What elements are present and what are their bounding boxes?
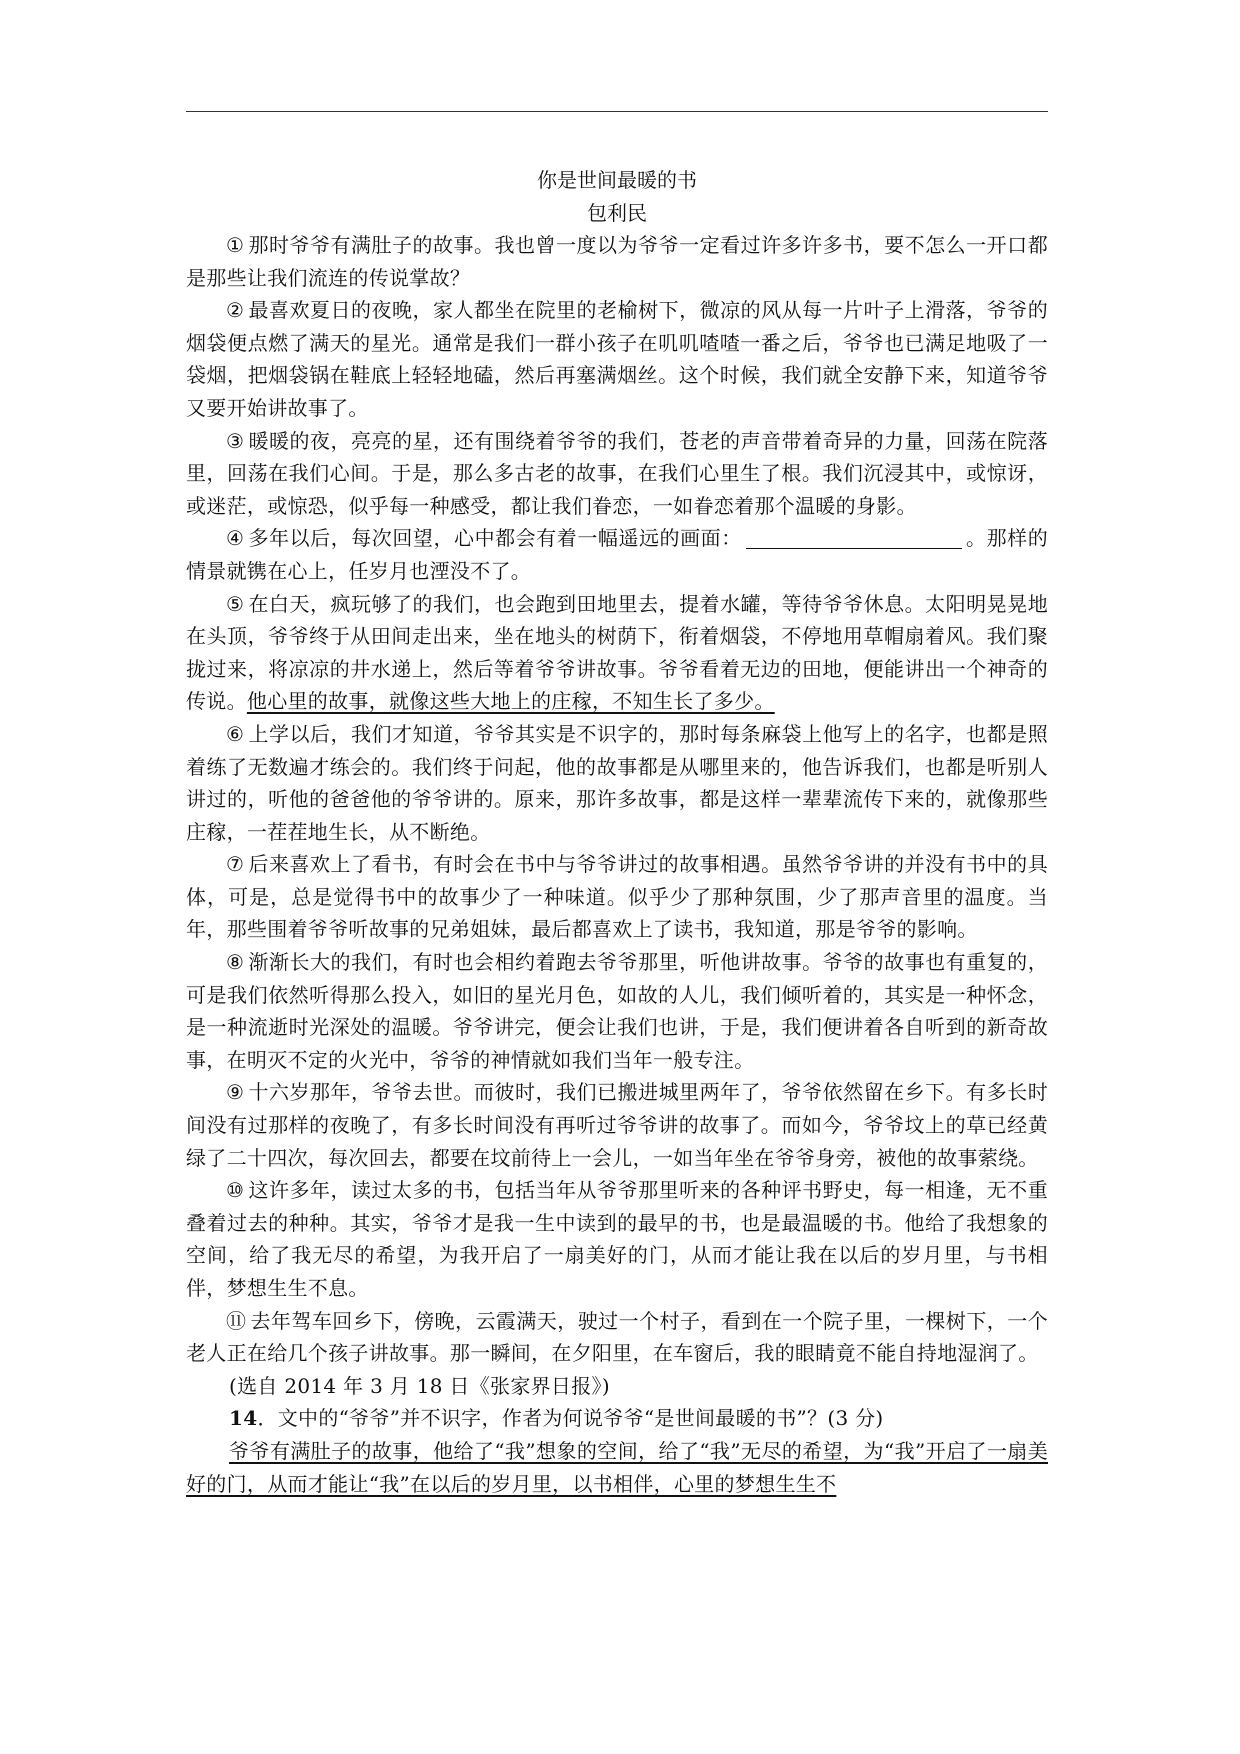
paragraph-number: ⑪: [226, 1308, 247, 1333]
paragraph-number: ②: [226, 298, 245, 323]
paragraph-text: 渐渐长大的我们，有时也会相约着跑去爷爷那里，听他讲故事。爷爷的故事也有重复的，可是我们依然听得那么投入，如旧的星光月色，如故的人儿，我们倾听着的，其实是一种怀念，是一种流逝时光深处的温暖。爷爷讲完，便会让我们也讲，于是，我们便讲着各自听到的新奇故事，在明灭不定的火光中，爷爷的神情就如我们当年一般专注。: [186, 950, 1048, 1072]
paragraph-text: 上学以后，我们才知道，爷爷其实是不识字的，那时每条麻袋上他写上的名字，也都是照着练了无数遍才练会的。我们终于问起，他的故事都是从哪里来的，他告诉我们，也都是听别人讲过的，听他的爸爸他的爷爷讲的。原来，那许多故事，都是这样一辈辈流传下来的，就像那些庄稼，一茬茬地生长，从不断绝。: [186, 721, 1048, 844]
paragraph-number: ⑨: [226, 1080, 245, 1105]
question-text: ．文中的“爷爷”并不识字，作者为何说爷爷“是世间最暖的书”？(3 分): [257, 1406, 884, 1431]
article-source: (选自 2014 年 3 月 18 日《张家界日报》): [229, 1373, 610, 1398]
paragraph-number: ⑦: [226, 852, 245, 877]
paragraph-2: [186, 294, 1048, 424]
article-body: [186, 229, 1048, 1500]
paragraph-text: 后来喜欢上了看书，有时会在书中与爷爷讲过的故事相遇。虽然爷爷讲的并没有书中的具体，可是，总是觉得书中的故事少了一种味道。似乎少了那种氛围，少了那声音里的温度。当年，那些围着爷爷听故事的兄弟姐妹，最后都喜欢上了读书，我知道，那是爷爷的影响。: [186, 852, 1048, 942]
paragraph-text: 去年驾车回乡下，傍晚，云霞满天，驶过一个村子，看到在一个院子里，一棵树下，一个老人正在给几个孩子讲故事。那一瞬间，在夕阳里，在车窗后，我的眼睛竟不能自持地湿润了。: [186, 1308, 1048, 1366]
paragraph-text: 那时爷爷有满肚子的故事。我也曾一度以为爷爷一定看过许多许多书，要不怎么一开口都是那些让我们流连的传说掌故？: [186, 233, 1048, 290]
paragraph-number: ⑧: [226, 950, 245, 975]
question-number: 14: [229, 1406, 258, 1431]
paragraph-10: [186, 1174, 1048, 1304]
article-title: 你是世间最暖的书: [537, 168, 697, 192]
paragraph-number: ①: [226, 233, 245, 257]
paragraph-11: [186, 1305, 1048, 1370]
question-answer: 爷爷有满肚子的故事，他给了“我”想象的空间，给了“我”无尽的希望，为“我”开启了一扇美好的门，从而才能让“我”在以后的岁月里，以书相伴，心里的梦想生生不: [186, 1438, 1048, 1496]
paragraph-text-after-blank: 。那样的情景就镌在心上，任岁月也湮没不了。: [186, 526, 1048, 583]
paragraph-6: [186, 718, 1048, 848]
underlined-sentence: 他心里的故事，就像这些大地上的庄稼，不知生长了多少。: [246, 689, 775, 714]
paragraph-number: ⑥: [226, 721, 245, 746]
paragraph-5: [186, 588, 1048, 718]
paragraph-3: [186, 425, 1048, 523]
paragraph-text: 这许多年，读过太多的书，包括当年从爷爷那里听来的各种评书野史，每一相逢，无不重叠着过去的种种。其实，爷爷才是我一生中读到的最早的书，也是最温暖的书。他给了我想象的空间，给了我无尽的希望，为我开启了一扇美好的门，从而才能让我在以后的岁月里，与书相伴，梦想生生不息。: [186, 1178, 1048, 1300]
paragraph-7: [186, 848, 1048, 946]
paragraph-8: [186, 946, 1048, 1076]
paragraph-text: 暖暖的夜，亮亮的星，还有围绕着爷爷的我们，苍老的声音带着奇异的力量，回荡在院落里，回荡在我们心间。于是，那么多古老的故事，在我们心里生了根。我们沉浸其中，或惊讶，或迷茫，或惊恐，似乎每一种感受，都让我们眷恋，一如眷恋着那个温暖的身影。: [186, 428, 1048, 518]
paragraph-text: 在白天，疯玩够了的我们，也会跑到田地里去，提着水罐，等待爷爷休息。太阳明晃晃地在头顶，爷爷终于从田间走出来，坐在地头的树荫下，衔着烟袋，不停地用草帽扇着风。我们聚拢过来，将凉凉的井水递上，然后等着爷爷讲故事。爷爷看着无边的田地，便能讲出一个神奇的传说。: [186, 591, 1048, 714]
paragraph-text: 最喜欢夏日的夜晚，家人都坐在院里的老榆树下，微凉的风从每一片叶子上滑落，爷爷的烟袋便点燃了满天的星光。通常是我们一群小孩子在叽叽喳喳一番之后，爷爷也已满足地吸了一袋烟，把烟袋锅在鞋底上轻轻地磕，然后再塞满烟丝。这个时候，我们就全安静下来，知道爷爷又要开始讲故事了。: [186, 298, 1048, 420]
paragraph-number: ⑩: [226, 1178, 245, 1203]
paragraph-1: [186, 229, 1048, 294]
paragraph-number: ③: [226, 428, 245, 453]
paragraph-number: ⑤: [226, 591, 245, 616]
paragraph-9: [186, 1076, 1048, 1174]
paragraph-number: ④: [226, 526, 245, 551]
paragraph-text: 十六岁那年，爷爷去世。而彼时，我们已搬进城里两年了，爷爷依然留在乡下。有多长时间没有过那样的夜晚了，有多长时间没有再听过爷爷讲的故事了。而如今，爷爷坟上的草已经黄绿了二十四次，每次回去，都要在坟前待上一会儿，一如当年坐在爷爷身旁，被他的故事萦绕。: [186, 1080, 1048, 1170]
paragraph-4: [186, 522, 1048, 587]
question-14: [186, 1402, 1048, 1435]
fill-in-blank[interactable]: [746, 526, 962, 549]
paragraph-text-before-blank: 多年以后，每次回望，心中都会有着一幅遥远的画面：: [248, 526, 742, 551]
article-author: 包利民: [587, 201, 647, 225]
header-rule: [186, 111, 1048, 112]
